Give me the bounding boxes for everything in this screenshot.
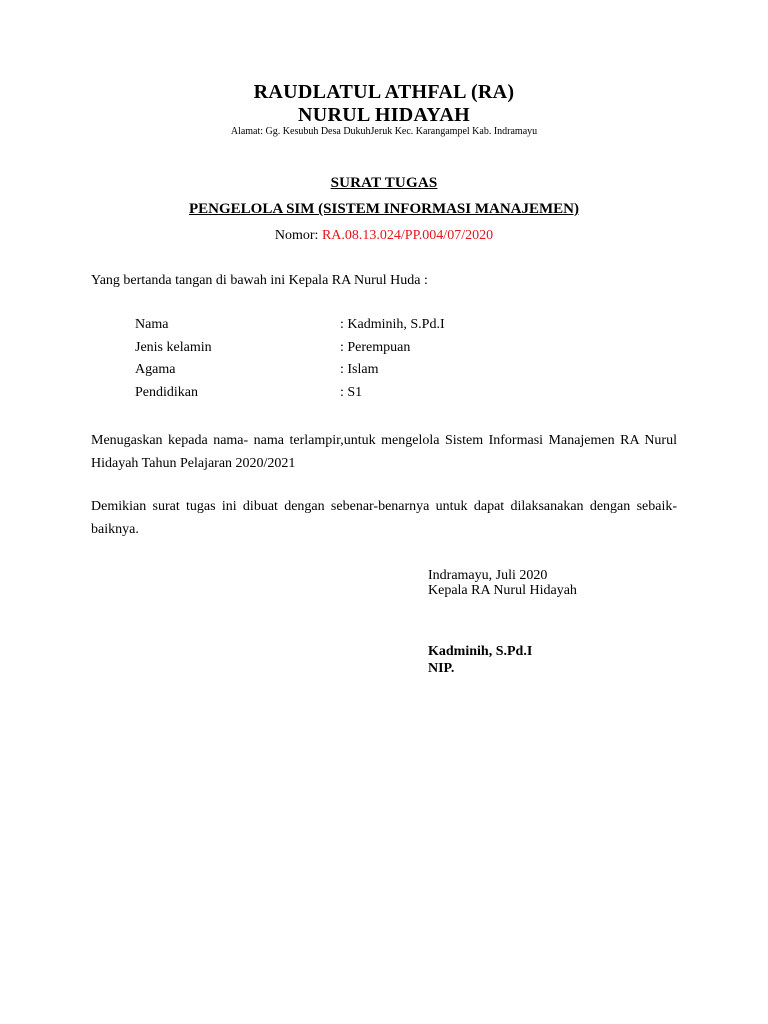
closing-paragraph: Demikian surat tugas ini dibuat dengan sebenar-benarnya untuk dapat dilaksanakan dengan sebaik-baiknya.: [91, 499, 677, 537]
field-label: Jenis kelamin: [135, 339, 212, 355]
field-value: : Perempuan: [340, 339, 411, 355]
institution-name-line1: RAUDLATUL ATHFAL (RA): [253, 81, 515, 103]
field-row-pendidikan: [135, 385, 635, 408]
signature-place-date: Indramayu, Juli 2020: [428, 568, 548, 583]
signature-name: Kadminih, S.Pd.I: [428, 644, 533, 659]
intro-text: Yang bertanda tangan di bawah ini Kepala RA Nurul Huda :: [91, 273, 428, 288]
letter-number-label: Nomor:: [274, 228, 319, 243]
field-value: : Islam: [340, 362, 379, 377]
field-label: Agama: [135, 362, 176, 377]
field-label: Pendidikan: [135, 384, 198, 400]
letter-number: [0, 228, 768, 244]
institution-name-line2: NURUL HIDAYAH: [298, 104, 470, 126]
field-label: Nama: [135, 317, 169, 332]
field-value: : Kadminih, S.Pd.I: [340, 317, 445, 332]
field-value: : S1: [340, 384, 363, 400]
field-row-jenis-kelamin: [135, 340, 635, 363]
signature-nip: NIP.: [428, 661, 455, 676]
letter-title: [0, 175, 768, 192]
identity-fields: [135, 317, 635, 407]
letter-subtitle: [0, 201, 768, 218]
letter-subtitle-text: PENGELOLA SIM (SISTEM INFORMASI MANAJEMEN): [188, 201, 580, 217]
institution-address: Alamat: Gg. Kesubuh Desa DukuhJeruk Kec. Karangampel Kab. Indramayu: [230, 126, 538, 137]
letter-number-value: RA.08.13.024/PP.004/07/2020: [321, 228, 494, 243]
assignment-paragraph: Menugaskan kepada nama- nama terlampir,untuk mengelola Sistem Informasi Manajemen RA Nurul Hidayah Tahun Pelajaran 2020/2021: [91, 433, 677, 471]
letter-title-text: SURAT TUGAS: [330, 175, 438, 191]
field-row-nama: [135, 317, 635, 340]
field-row-agama: [135, 362, 635, 385]
signature-position: Kepala RA Nurul Hidayah: [428, 583, 577, 598]
